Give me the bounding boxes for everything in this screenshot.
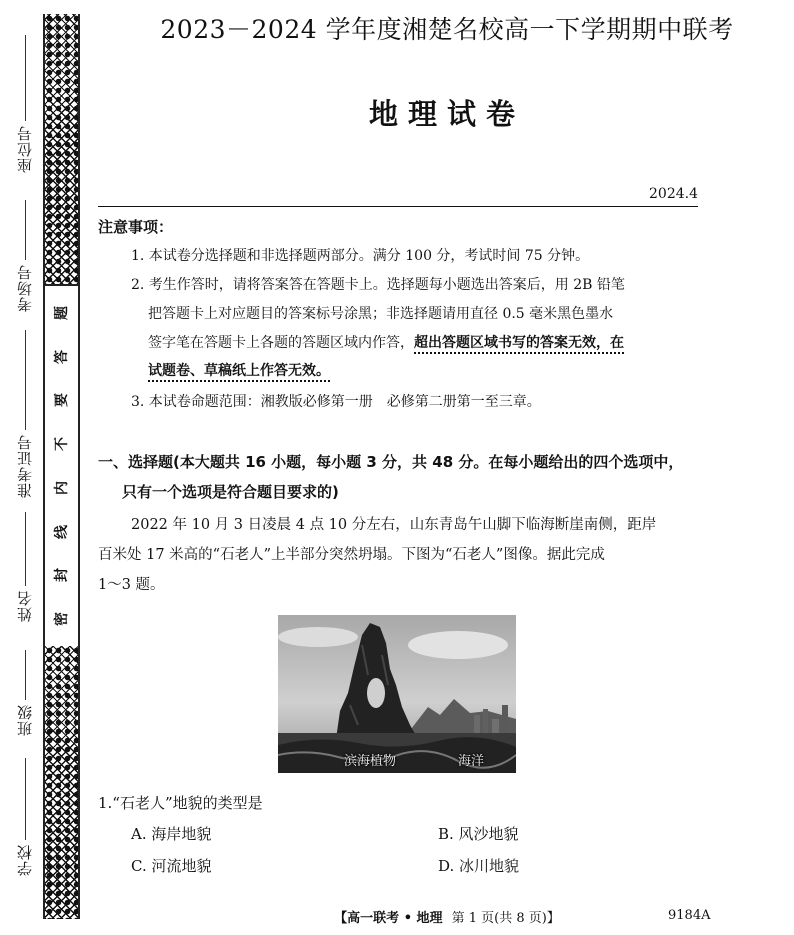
footer-exam-label: 【高一联考 • 地理 bbox=[334, 911, 443, 926]
seal-char: 要 bbox=[53, 393, 70, 408]
seal-char: 线 bbox=[53, 524, 70, 539]
passage-line-1: 2022 年 10 月 3 日凌晨 4 点 10 分左右，山东青岛午山脚下临海断崖南侧，距岸 bbox=[131, 517, 657, 533]
decorative-border bbox=[43, 14, 80, 919]
note-item-1: 1. 本试卷分选择题和非选择题两部分。满分 100 分，考试时间 75 分钟。 bbox=[131, 248, 590, 264]
note-item-2-line-2: 把答题卡上对应题目的答案标号涂黑；非选择题请用直径 0.5 毫米黑色墨水 bbox=[148, 306, 614, 322]
question-1-stem: 1.“石老人”地貌的类型是 bbox=[98, 794, 263, 812]
footer-page-info: 第 1 页(共 8 页)】 bbox=[451, 911, 560, 926]
passage-line-2: 百米处 17 米高的“石老人”上半部分突然坍塌。下图为“石老人”图像。据此完成 bbox=[98, 547, 605, 563]
seal-notice bbox=[45, 284, 78, 648]
seal-char: 题 bbox=[53, 306, 70, 320]
note-item-2-plain-text: 签字笔在答题卡上各题的答题区域内作答， bbox=[148, 335, 414, 351]
seat-number-label: 座位号 bbox=[16, 125, 34, 173]
admission-number-label: 准考证号 bbox=[16, 434, 34, 498]
exam-room-label: 考场号 bbox=[16, 264, 34, 312]
pattern-bottom bbox=[45, 646, 78, 919]
admission-number-field[interactable] bbox=[14, 330, 36, 498]
note-item-2-line-3 bbox=[148, 332, 624, 352]
pattern-top bbox=[45, 14, 78, 284]
section-heading-cont: 只有一个选项是符合题目要求的) bbox=[122, 483, 339, 501]
seal-char: 封 bbox=[53, 568, 70, 583]
class-label: 班级 bbox=[16, 704, 34, 736]
note-item-2-line-1: 2. 考生作答时，请将答案答在答题卡上。选择题每小题选出答案后，用 2B 铅笔 bbox=[131, 277, 625, 293]
option-a: A. 海岸地貌 bbox=[131, 825, 212, 843]
passage-line-3: 1～3 题。 bbox=[98, 577, 165, 593]
exam-date: 2024.4 bbox=[98, 186, 698, 207]
binding-margin bbox=[0, 0, 100, 935]
seat-number-field[interactable] bbox=[14, 35, 36, 173]
label-ocean: 海洋 bbox=[458, 754, 485, 769]
section-heading: 一、选择题(本大题共 16 小题，每小题 3 分，共 48 分。在每小题给出的四个选项中， bbox=[98, 453, 684, 471]
seal-char: 答 bbox=[53, 349, 70, 364]
paper-code: 9184A bbox=[668, 908, 711, 923]
exam-room-field[interactable] bbox=[14, 200, 36, 312]
label-coastal-plants: 滨海植物 bbox=[344, 754, 397, 769]
seal-char: 内 bbox=[53, 480, 70, 495]
option-b: B. 风沙地貌 bbox=[438, 825, 519, 843]
seal-char: 密 bbox=[53, 611, 70, 626]
subject-title: 地理试卷 bbox=[368, 97, 525, 131]
seal-char: 不 bbox=[53, 437, 70, 452]
note-item-2-line-4 bbox=[148, 360, 330, 380]
name-label: 姓名 bbox=[16, 590, 34, 622]
sea-stack-photo bbox=[278, 615, 516, 773]
class-field[interactable] bbox=[14, 650, 36, 736]
exam-title: 2023－2024 学年度湘楚名校高一下学期期中联考 bbox=[160, 15, 734, 44]
option-d: D. 冰川地貌 bbox=[438, 857, 520, 875]
option-c: C. 河流地貌 bbox=[131, 857, 212, 875]
notes-title: 注意事项： bbox=[98, 218, 174, 236]
school-label: 学校 bbox=[16, 844, 34, 876]
name-field[interactable] bbox=[14, 512, 36, 622]
note-item-2-emphasis: 超出答题区域书写的答案无效，在 bbox=[414, 335, 624, 351]
note-item-2-emphasis-cont: 试题卷、草稿纸上作答无效。 bbox=[148, 363, 330, 379]
note-item-3: 3. 本试卷命题范围：湘教版必修第一册 必修第二册第一至三章。 bbox=[131, 394, 541, 410]
school-field[interactable] bbox=[14, 758, 36, 876]
